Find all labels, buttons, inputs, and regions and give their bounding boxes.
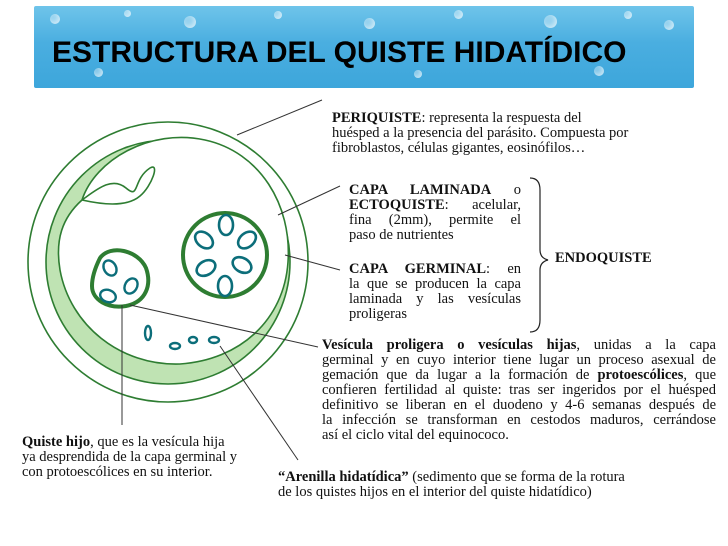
periquiste-line: : representa la respuesta del (421, 110, 582, 126)
vesicula-line: , unidas a la capa (576, 337, 716, 353)
capa-germinal-line: la que se producen la capa (349, 276, 521, 292)
ectoquiste-term: ECTOQUISTE (349, 197, 445, 213)
vesicula-line: confieren fertilidad al quiste: tras ser ingeridos por el huésped (322, 382, 716, 398)
capa-laminada-line: fina (2mm), permite el (349, 212, 521, 228)
endoquiste-term: ENDOQUISTE (555, 250, 652, 266)
capa-germinal-term: CAPA GERMINAL (349, 261, 487, 277)
vesicula-line: germinal y en cuyo interior tiene lugar un proceso asexual de (322, 352, 716, 368)
vesicula-line: así el ciclo vital del equinococo. (322, 427, 509, 443)
arenilla-line: (sedimento que se forma de la rotura (408, 469, 625, 485)
capa-germinal-line: : en (486, 261, 522, 277)
periquiste-term: PERIQUISTE (332, 110, 422, 126)
periquiste-line: huésped a la presencia del parásito. Compuesta por (332, 125, 629, 141)
page-title: ESTRUCTURA DEL QUISTE HIDATÍDICO (52, 36, 627, 69)
vesicula-text (322, 338, 716, 443)
vesicula-line: definitivo se liberan en el duodeno y 4-6 semanas después de (322, 397, 716, 413)
protoescolices-term: protoescólices (597, 367, 684, 383)
capa-laminada-term: CAPA LAMINADA (349, 182, 492, 198)
capa-germinal-text (349, 262, 521, 322)
endoquiste-brace (530, 178, 548, 332)
vesicula-line: gemación que da lugar a la formación de (322, 367, 598, 383)
leader-periquiste (237, 100, 322, 135)
quiste-hijo-line: ya desprendida de la capa germinal y (22, 449, 237, 465)
capa-germinal-line: proligeras (349, 306, 407, 322)
vesicula-line: la infección se transforman en cestodos maduros, cerrándose (322, 412, 716, 428)
arenilla-line: de los quistes hijos en el interior del quiste hidatídico) (278, 484, 592, 500)
periquiste-line: fibroblastos, células gigantes, eosinófilos… (332, 140, 586, 156)
quiste-hijo-line: con protoescólices en su interior. (22, 464, 213, 480)
vesicula-proligera (183, 213, 267, 297)
endoquiste-label (555, 251, 652, 266)
vesicula-term: Vesícula proligera o vesículas hijas (322, 337, 577, 353)
arenilla-text (278, 470, 718, 500)
capa-laminada-line: o (513, 182, 521, 198)
arenilla-term: “Arenilla hidatídica” (278, 469, 409, 485)
capa-laminada-line: paso de nutrientes (349, 227, 454, 243)
periquiste-text (332, 111, 642, 156)
capa-laminada-line: : acelular, (444, 197, 521, 213)
capa-laminada-text (349, 183, 521, 243)
quiste-hijo-term: Quiste hijo (22, 434, 91, 450)
vesicula-line: , que (683, 367, 717, 383)
quiste-hijo-line: , que es la vesícula hija (90, 434, 225, 450)
capa-germinal-line: laminada y las vesículas (349, 291, 521, 307)
quiste-hijo-text (22, 435, 268, 480)
